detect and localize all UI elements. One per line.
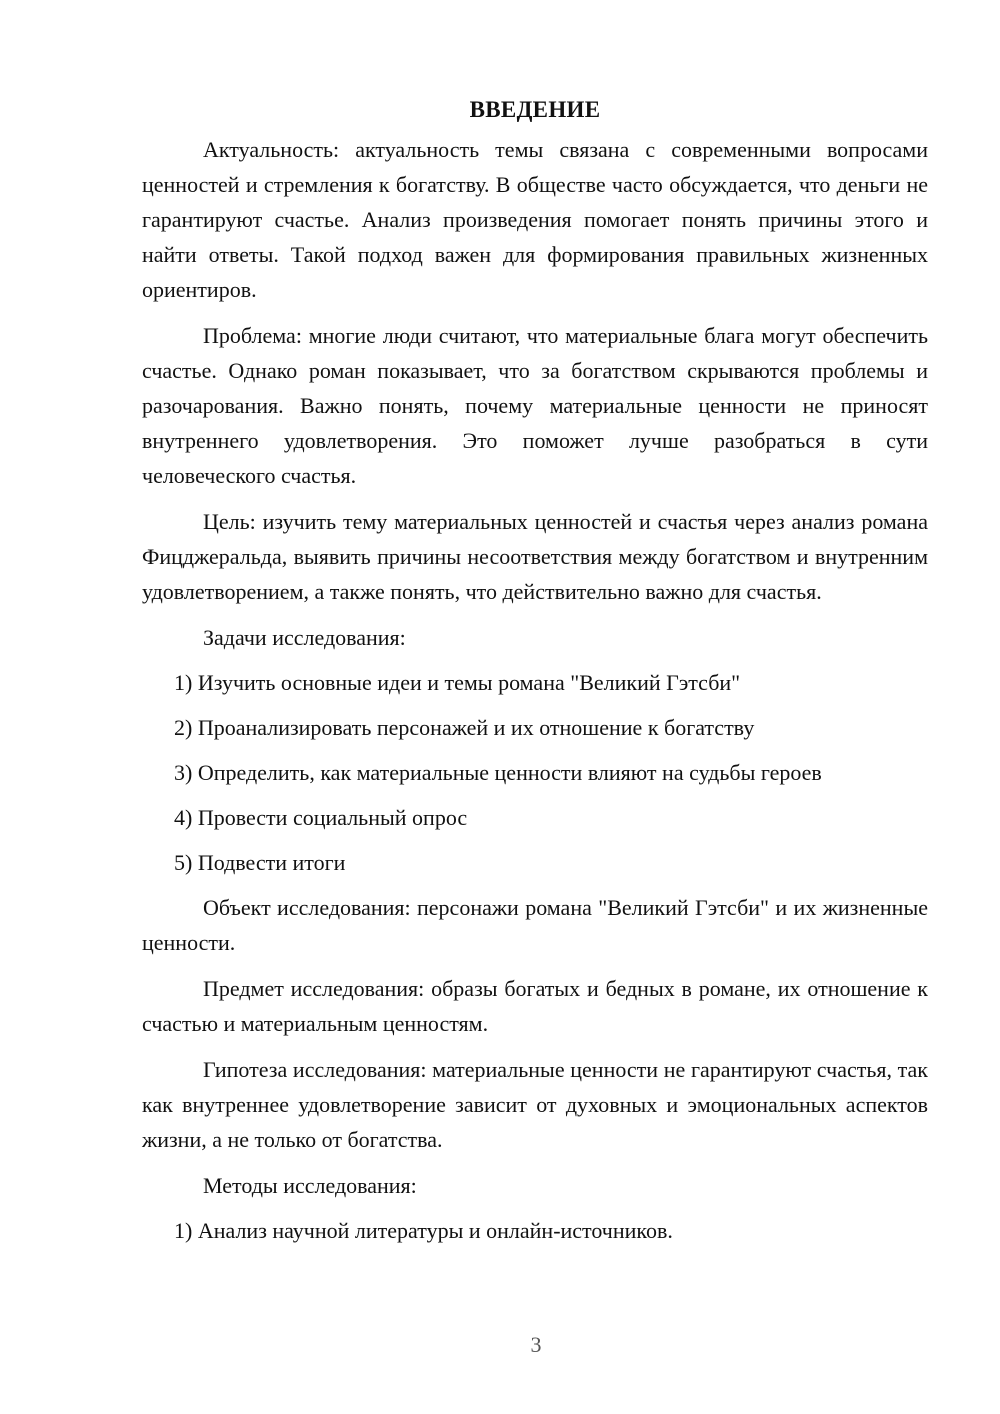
section-heading: ВВЕДЕНИЕ xyxy=(469,97,601,122)
list-item: 2) Проанализировать персонажей и их отношение к богатству xyxy=(174,715,755,740)
paragraph-goal: Цель: изучить тему материальных ценностей и счастья через анализ романа Фицджеральда, выявить причины несоответствия между богатством и внутренним удовлетворением, а также понять, что действительно важно для счастья. xyxy=(142,509,928,604)
document-page xyxy=(142,90,928,1258)
page-number: 3 xyxy=(530,1332,542,1357)
methods-list xyxy=(142,1213,928,1248)
list-item: 3) Определить, как материальные ценности влияют на судьбы героев xyxy=(174,760,822,785)
list-item: 1) Изучить основные идеи и темы романа "Великий Гэтсби" xyxy=(174,670,741,695)
list-item: 5) Подвести итоги xyxy=(174,850,346,875)
list-item: 4) Провести социальный опрос xyxy=(174,805,468,830)
paragraph-subject: Предмет исследования: образы богатых и бедных в романе, их отношение к счастью и материальным ценностям. xyxy=(142,976,928,1036)
paragraph-problem: Проблема: многие люди считают, что материальные блага могут обеспечить счастье. Однако роман показывает, что за богатством скрываются проблемы и разочарования. Важно понять, почему материальные ценности не приносят внутреннего удовлетворения. Это поможет лучше разобраться в сути человеческого счастья. xyxy=(142,323,928,488)
list-item: 1) Анализ научной литературы и онлайн-источников. xyxy=(174,1218,673,1243)
paragraph-object: Объект исследования: персонажи романа "Великий Гэтсби" и их жизненные ценности. xyxy=(142,895,928,955)
methods-label: Методы исследования: xyxy=(203,1173,417,1198)
paragraph-relevance: Актуальность: актуальность темы связана с современными вопросами ценностей и стремления к богатству. В обществе часто обсуждается, что деньги не гарантируют счастье. Анализ произведения помогает понять причины этого и найти ответы. Такой подход важен для формирования правильных жизненных ориентиров. xyxy=(142,137,928,302)
paragraph-hypothesis: Гипотеза исследования: материальные ценности не гарантируют счастья, так как внутреннее удовлетворение зависит от духовных и эмоциональных аспектов жизни, а не только от богатства. xyxy=(142,1057,928,1152)
tasks-list xyxy=(142,665,928,880)
tasks-label: Задачи исследования: xyxy=(203,625,406,650)
